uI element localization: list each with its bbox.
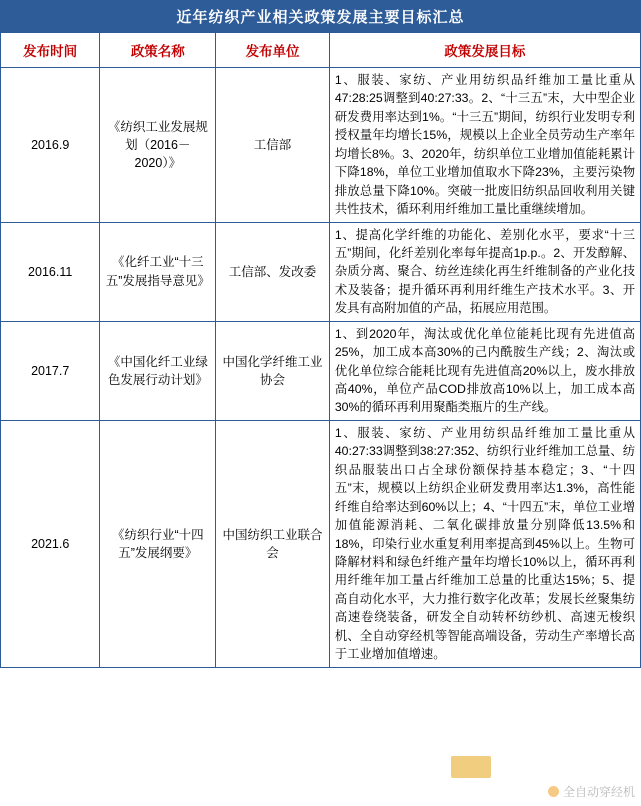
cell-issuing-org: 中国纺织工业联合会 bbox=[216, 420, 330, 667]
column-header-policy-name: 政策名称 bbox=[100, 33, 216, 68]
table-row bbox=[1, 321, 641, 420]
cell-policy-name: 《纺织行业“十四五”发展纲要》 bbox=[100, 420, 216, 667]
cell-date: 2016.11 bbox=[1, 222, 100, 321]
cell-issuing-org: 工信部 bbox=[216, 68, 330, 223]
cell-goals: 1、服装、家纺、产业用纺织品纤维加工量比重从40:27:33调整到38:27:352、纺织行业纤维加工总量、纺织品服装出口占全球份额保持基本稳定；3、“十四五”末，规模以上纺织企业研发费用率达1.3%，高性能纤维自给率达到60%以上；4、“十四五”末，单位工业增加值能源消耗、二氧化碳排放量分别降低13.5%和18%，印染行业水重复利用率提高到45%以上。生物可降解材料和绿色纤维产量年均增长10%以上，循环再利用纤维年加工量占纤维加工总量的比重达15%；5、提高自动化水平，大力推行数字化改革；发展长丝聚集纺高速卷绕装备，研发全自动转杯纺纱机、高速无梭织机、全自动穿经机等智能高端设备，劳动生产率增长高于工业增加值增速。 bbox=[329, 420, 640, 667]
table-header bbox=[1, 33, 641, 68]
watermark-dot-icon bbox=[548, 786, 559, 797]
cell-issuing-org: 中国化学纤维工业协会 bbox=[216, 321, 330, 420]
table-row bbox=[1, 222, 641, 321]
cell-policy-name: 《纺织工业发展规划（2016－2020）》 bbox=[100, 68, 216, 223]
column-header-goals: 政策发展目标 bbox=[329, 33, 640, 68]
cell-date: 2021.6 bbox=[1, 420, 100, 667]
policy-summary-table bbox=[0, 32, 641, 668]
cell-policy-name: 《中国化纤工业绿色发展行动计划》 bbox=[100, 321, 216, 420]
table-row bbox=[1, 420, 641, 667]
cell-issuing-org: 工信部、发改委 bbox=[216, 222, 330, 321]
watermark-text: 全自动穿经机 bbox=[562, 785, 635, 799]
watermark-badge bbox=[451, 756, 491, 778]
cell-goals: 1、服装、家纺、产业用纺织品纤维加工量比重从47:28:25调整到40:27:33。2、“十三五”末，大中型企业研发费用率达到1%。“十三五”期间，纺织行业发明专利授权量年均增长15%，规模以上企业全员劳动生产率年均增长8%。3、2020年，纺织单位工业增加值能耗累计下降18%，单位工业增加值取水下降23%，主要污染物排放总量下降10%。突破一批废旧纺织品回收利用关键共性技术，循环利用纤维加工量比重继续增加。 bbox=[329, 68, 640, 223]
watermark bbox=[548, 783, 635, 800]
cell-date: 2017.7 bbox=[1, 321, 100, 420]
table-header-row bbox=[1, 33, 641, 68]
cell-goals: 1、提高化学纤维的功能化、差别化水平，要求“十三五”期间，化纤差别化率每年提高1p.p.。2、开发醇解、杂质分离、聚合、纺丝连续化再生纤维制备的产业化技术及装备；提升循环再利用纤维生产技术水平。3、开发具有高附加值的产品，拓展应用范围。 bbox=[329, 222, 640, 321]
cell-policy-name: 《化纤工业“十三五”发展指导意见》 bbox=[100, 222, 216, 321]
page-title-bar bbox=[0, 0, 641, 32]
cell-date: 2016.9 bbox=[1, 68, 100, 223]
column-header-issuing-org: 发布单位 bbox=[216, 33, 330, 68]
table-row bbox=[1, 68, 641, 223]
page-title: 近年纺织产业相关政策发展主要目标汇总 bbox=[176, 8, 465, 26]
column-header-date: 发布时间 bbox=[1, 33, 100, 68]
cell-goals: 1、到2020年，淘汰或优化单位能耗比现有先进值高25%，加工成本高30%的己内酰胺生产线；2、淘汰或优化单位综合能耗比现有先进值高20%以上，废水排放高40%，单位产品COD排放高10%以上，加工成本高30%的循环再利用聚酯类瓶片的生产线。 bbox=[329, 321, 640, 420]
table-body bbox=[1, 68, 641, 668]
